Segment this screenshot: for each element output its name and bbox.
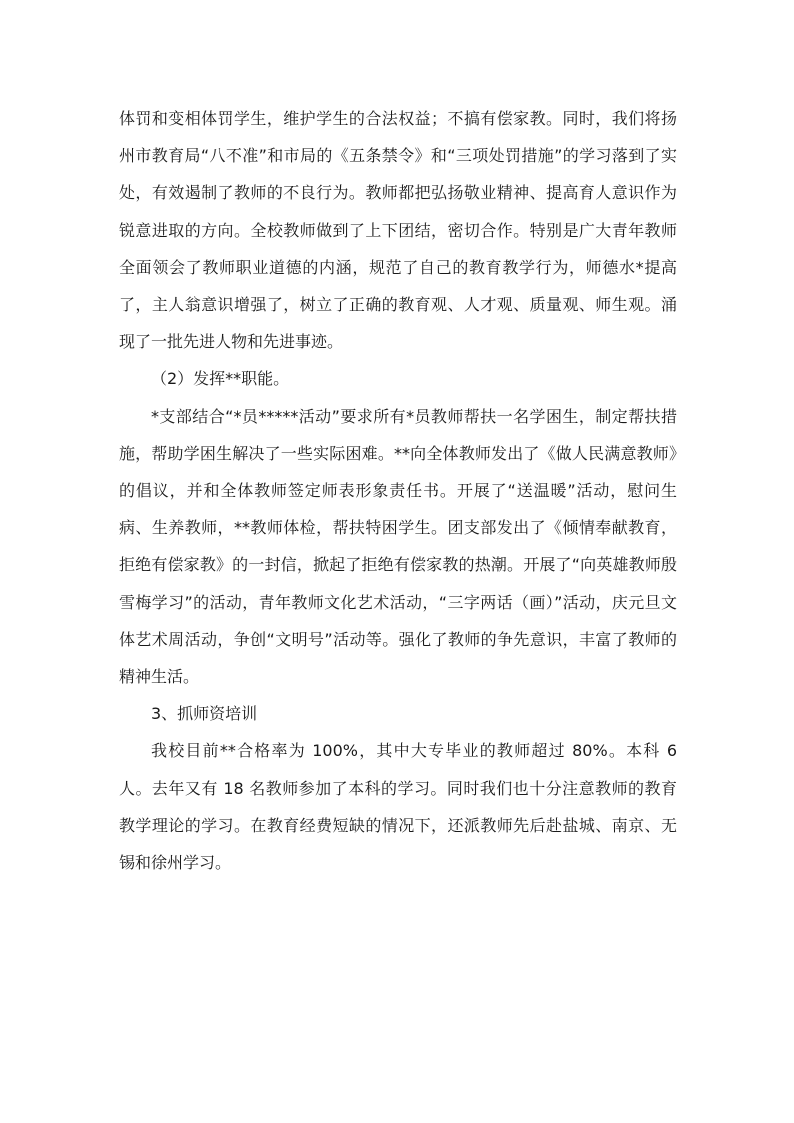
paragraph-teacher-qualification: 我校目前**合格率为 100%，其中大专毕业的教师超过 80%。本科 6 人。去年又有 18 名教师参加了本科的学习。同时我们也十分注意教师的教育教学理论的学习。在教育经费短缺的情况下，还派教师先后赴盐城、南京、无锡和徐州学习。 (119, 741, 677, 873)
section-heading-functions: （2）发挥**职能。 (151, 369, 290, 389)
paragraph-party-activities: *支部结合“*员*****活动”要求所有*员教师帮扶一名学困生，制定帮扶措施，帮助学困生解决了一些实际困难。**向全体教师发出了《做人民满意教师》的倡议，并和全体教师签定师表形象责任书。开展了“送温暖”活动，慰问生病、生养教师，**教师体检，帮扶特困学生。团支部发出了《倾情奉献教育，拒绝有偿家教》的一封信，掀起了拒绝有偿家教的热潮。开展了“向英雄教师殷雪梅学习”的活动，青年教师文化艺术活动，“三字两话（画）”活动，庆元旦文体艺术周活动，争创“文明号”活动等。强化了教师的争先意识，丰富了教师的精神生活。 (119, 406, 677, 687)
section-heading-teacher-training: 3、抓师资培训 (151, 704, 258, 724)
paragraph-teacher-ethics-continuation: 体罚和变相体罚学生，维护学生的合法权益；不搞有偿家教。同时，我们将扬州市教育局“八不准”和市局的《五条禁令》和“三项处罚措施”的学习落到了实处，有效遏制了教师的不良行为。教师都把弘扬敬业精神、提高育人意识作为锐意进取的方向。全校教师做到了上下团结，密切合作。特别是广大青年教师全面领会了教师职业道德的内涵，规范了自己的教育教学行为，师德水*提高了，主人翁意识增强了，树立了正确的教育观、人才观、质量观、师生观。涌现了一批先进人物和先进事迹。 (119, 109, 677, 352)
document-body (119, 100, 677, 881)
